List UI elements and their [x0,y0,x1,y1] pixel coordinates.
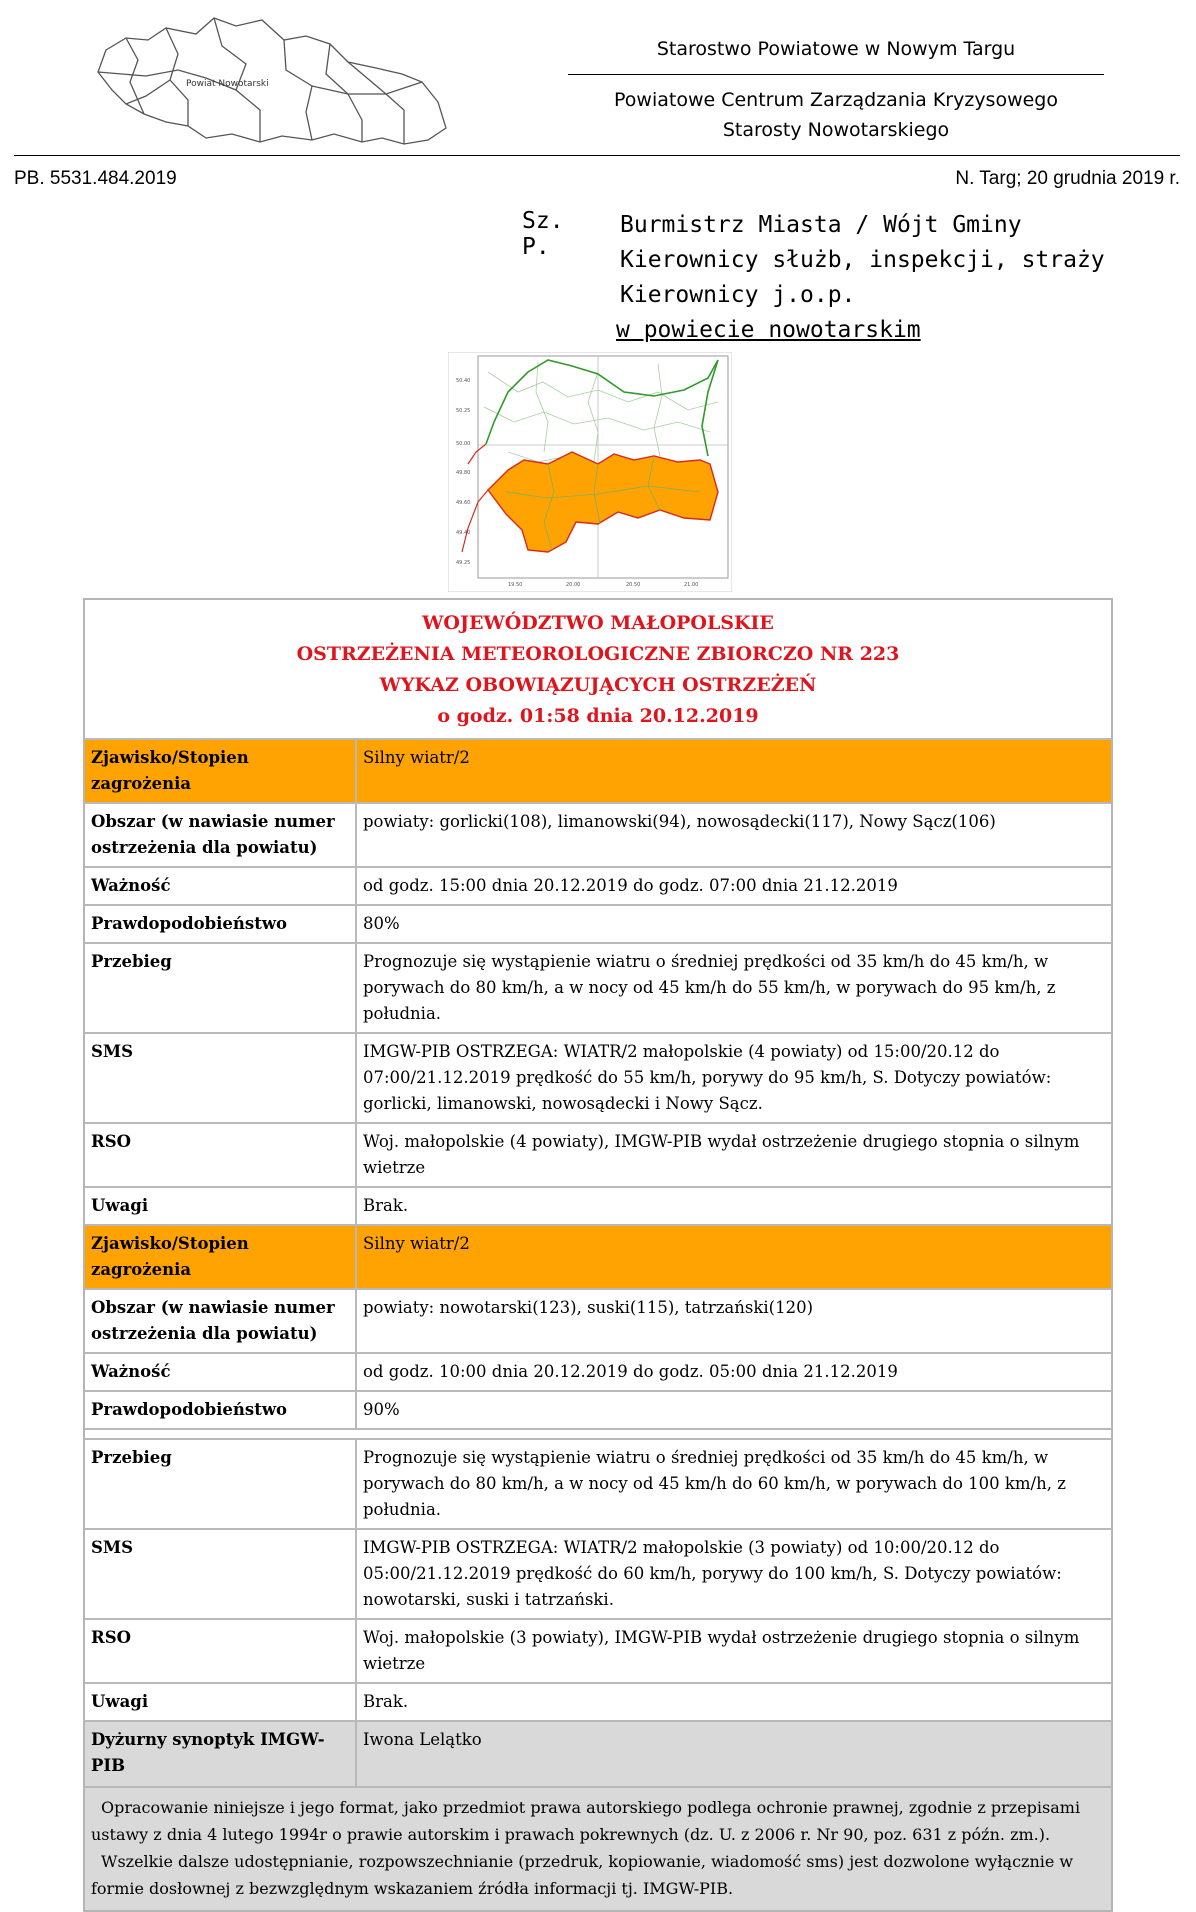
svg-text:20.50: 20.50 [626,582,641,588]
row-label: Uwagi [85,1684,357,1720]
warning-region-map [448,352,732,592]
center-line-1: Powiatowe Centrum Zarządzania Kryzysowego [614,89,1058,111]
crisis-center-name [568,85,1104,145]
row-value: od godz. 15:00 dnia 20.12.2019 do godz. 07:00 dnia 21.12.2019 [363,876,898,895]
row-label: SMS [85,1530,357,1618]
row-label: Zjawisko/Stopien zagrożenia [85,740,357,802]
addressee-salutation: Sz. P. [522,208,564,260]
row-label: Uwagi [85,1188,357,1224]
svg-text:19.50: 19.50 [508,582,523,588]
row-value: Silny wiatr/2 [357,740,1111,802]
addressee-line: Kierownicy służb, inspekcji, straży [620,247,1105,273]
table-row [85,942,1111,1032]
table-row [85,1288,1111,1352]
table-row [85,1390,1111,1428]
row-label: SMS [85,1034,357,1122]
bulletin-title-line: WOJEWÓDZTWO MAŁOPOLSKIE [422,612,774,634]
table-row [85,1122,1111,1186]
row-label: Obszar (w nawiasie numer ostrzeżenia dla powiatu) [85,1290,357,1352]
center-line-2: Starosty Nowotarskiego [722,119,950,141]
svg-text:21.00: 21.00 [684,582,699,588]
copyright-paragraph: Opracowanie niniejsze i jego format, jako przedmiot prawa autorskiego podlega ochronie prawnej, zgodnie z przepisami ustawy z dnia 4 lutego 1994r o prawie autorskim i prawach pokrewnych (dz. U. z 2006 r. Nr 90, poz. 631 z późn. zm.). [91,1798,1081,1844]
header-institution [568,38,1104,145]
svg-text:50.40: 50.40 [456,378,471,384]
row-value: Brak. [363,1196,409,1215]
bulletin-title-line: OSTRZEŻENIA METEOROLOGICZNE ZBIORCZO NR 223 [296,643,900,665]
row-value: Woj. małopolskie (4 powiaty), IMGW-PIB wydał ostrzeżenie drugiego stopnia o silnym wietrze [363,1132,1080,1177]
svg-text:49.40: 49.40 [456,530,471,536]
header-divider [14,155,1180,156]
row-value: IMGW-PIB OSTRZEGA: WIATR/2 małopolskie (3 powiaty) od 10:00/20.12 do 05:00/21.12.2019 prędkość do 60 km/h, porywy do 100 km/h, S. Dotyczy powiatów: nowotarski, suski i tatrzański. [363,1538,1062,1609]
row-label: Ważność [85,1354,357,1390]
table-row [85,802,1111,866]
table-row [85,1528,1111,1618]
row-value: Prognozuje się wystąpienie wiatru o średniej prędkości od 35 km/h do 45 km/h, w porywach do 80 km/h, a w nocy od 45 km/h do 60 km/h, w porywach do 100 km/h, z południa. [363,1448,1066,1519]
row-label: Prawdopodobieństwo [85,1392,357,1428]
row-label: Prawdopodobieństwo [85,906,357,942]
addressee-line: Kierownicy j.o.p. [620,282,856,308]
svg-text:49.25: 49.25 [456,560,471,566]
copyright-paragraph: Wszelkie dalsze udostępnianie, rozpowszechnianie (przedruk, kopiowanie, wiadomość sms) jest dozwolone wyłącznie w formie dosłownej z bezwzględnym wskazaniem źródła informacji tj. IMGW-PIB. [91,1852,1074,1898]
row-label: RSO [85,1620,357,1682]
row-value: powiaty: nowotarski(123), suski(115), tatrzański(120) [363,1298,814,1317]
forecaster-label: Dyżurny synoptyk IMGW-PIB [85,1722,357,1786]
row-value: 90% [363,1400,400,1419]
table-row [85,738,1111,802]
row-label: Ważność [85,868,357,904]
logo-caption: Powiat Nowotarski [186,79,269,89]
copyright-notice [85,1786,1111,1910]
row-value: Prognozuje się wystąpienie wiatru o średniej prędkości od 35 km/h do 45 km/h, w porywach do 80 km/h, a w nocy od 45 km/h do 55 km/h, w porywach do 95 km/h, z południa. [363,952,1056,1023]
row-value: Woj. małopolskie (3 powiaty), IMGW-PIB wydał ostrzeżenie drugiego stopnia o silnym wietrze [363,1628,1080,1673]
table-row [85,866,1111,904]
forecaster-name: Iwona Lelątko [357,1722,1111,1786]
row-value: 80% [363,914,400,933]
row-value: IMGW-PIB OSTRZEGA: WIATR/2 małopolskie (4 powiaty) od 15:00/20.12 do 07:00/21.12.2019 prędkość do 55 km/h, porywy do 95 km/h, S. Dotyczy powiatów: gorlicki, limanowski, nowosądecki i Nowy Sącz. [363,1042,1052,1113]
powiat-nowotarski-logo-map [86,10,458,160]
document-date: N. Targ; 20 grudnia 2019 r. [955,168,1180,189]
table-row [85,1682,1111,1720]
warning-bulletin [83,598,1113,1912]
office-name: Starostwo Powiatowe w Nowym Targu [568,38,1104,75]
table-row [85,1224,1111,1288]
row-label: Zjawisko/Stopien zagrożenia [85,1226,357,1288]
svg-text:49.80: 49.80 [456,470,471,476]
forecaster-row [85,1720,1111,1786]
reference-number: PB. 5531.484.2019 [14,168,177,189]
row-value: od godz. 10:00 dnia 20.12.2019 do godz. 05:00 dnia 21.12.2019 [363,1362,898,1381]
table-row [85,1352,1111,1390]
table-row [85,1032,1111,1122]
row-label: Przebieg [85,944,357,1032]
row-label: Obszar (w nawiasie numer ostrzeżenia dla powiatu) [85,804,357,866]
row-value: Silny wiatr/2 [357,1226,1111,1288]
table-row [85,1186,1111,1224]
table-row [85,904,1111,942]
table-row [85,1618,1111,1682]
svg-text:50.25: 50.25 [456,408,471,414]
table-gap [85,1428,1111,1438]
svg-text:20.00: 20.00 [566,582,581,588]
table-row [85,1438,1111,1528]
svg-text:49.60: 49.60 [456,500,471,506]
row-label: RSO [85,1124,357,1186]
row-value: Brak. [363,1692,409,1711]
addressee-area: w powiecie nowotarskim [616,317,921,343]
row-value: powiaty: gorlicki(108), limanowski(94), nowosądecki(117), Nowy Sącz(106) [363,812,996,831]
bulletin-title-line: WYKAZ OBOWIĄZUJĄCYCH OSTRZEŻEŃ [379,674,817,696]
addressee-line: Burmistrz Miasta / Wójt Gminy [620,212,1022,238]
svg-text:50.00: 50.00 [456,441,471,447]
bulletin-title [85,600,1111,738]
row-label: Przebieg [85,1440,357,1528]
addressee-lines [616,208,1180,348]
bulletin-title-line: o godz. 01:58 dnia 20.12.2019 [437,705,759,727]
